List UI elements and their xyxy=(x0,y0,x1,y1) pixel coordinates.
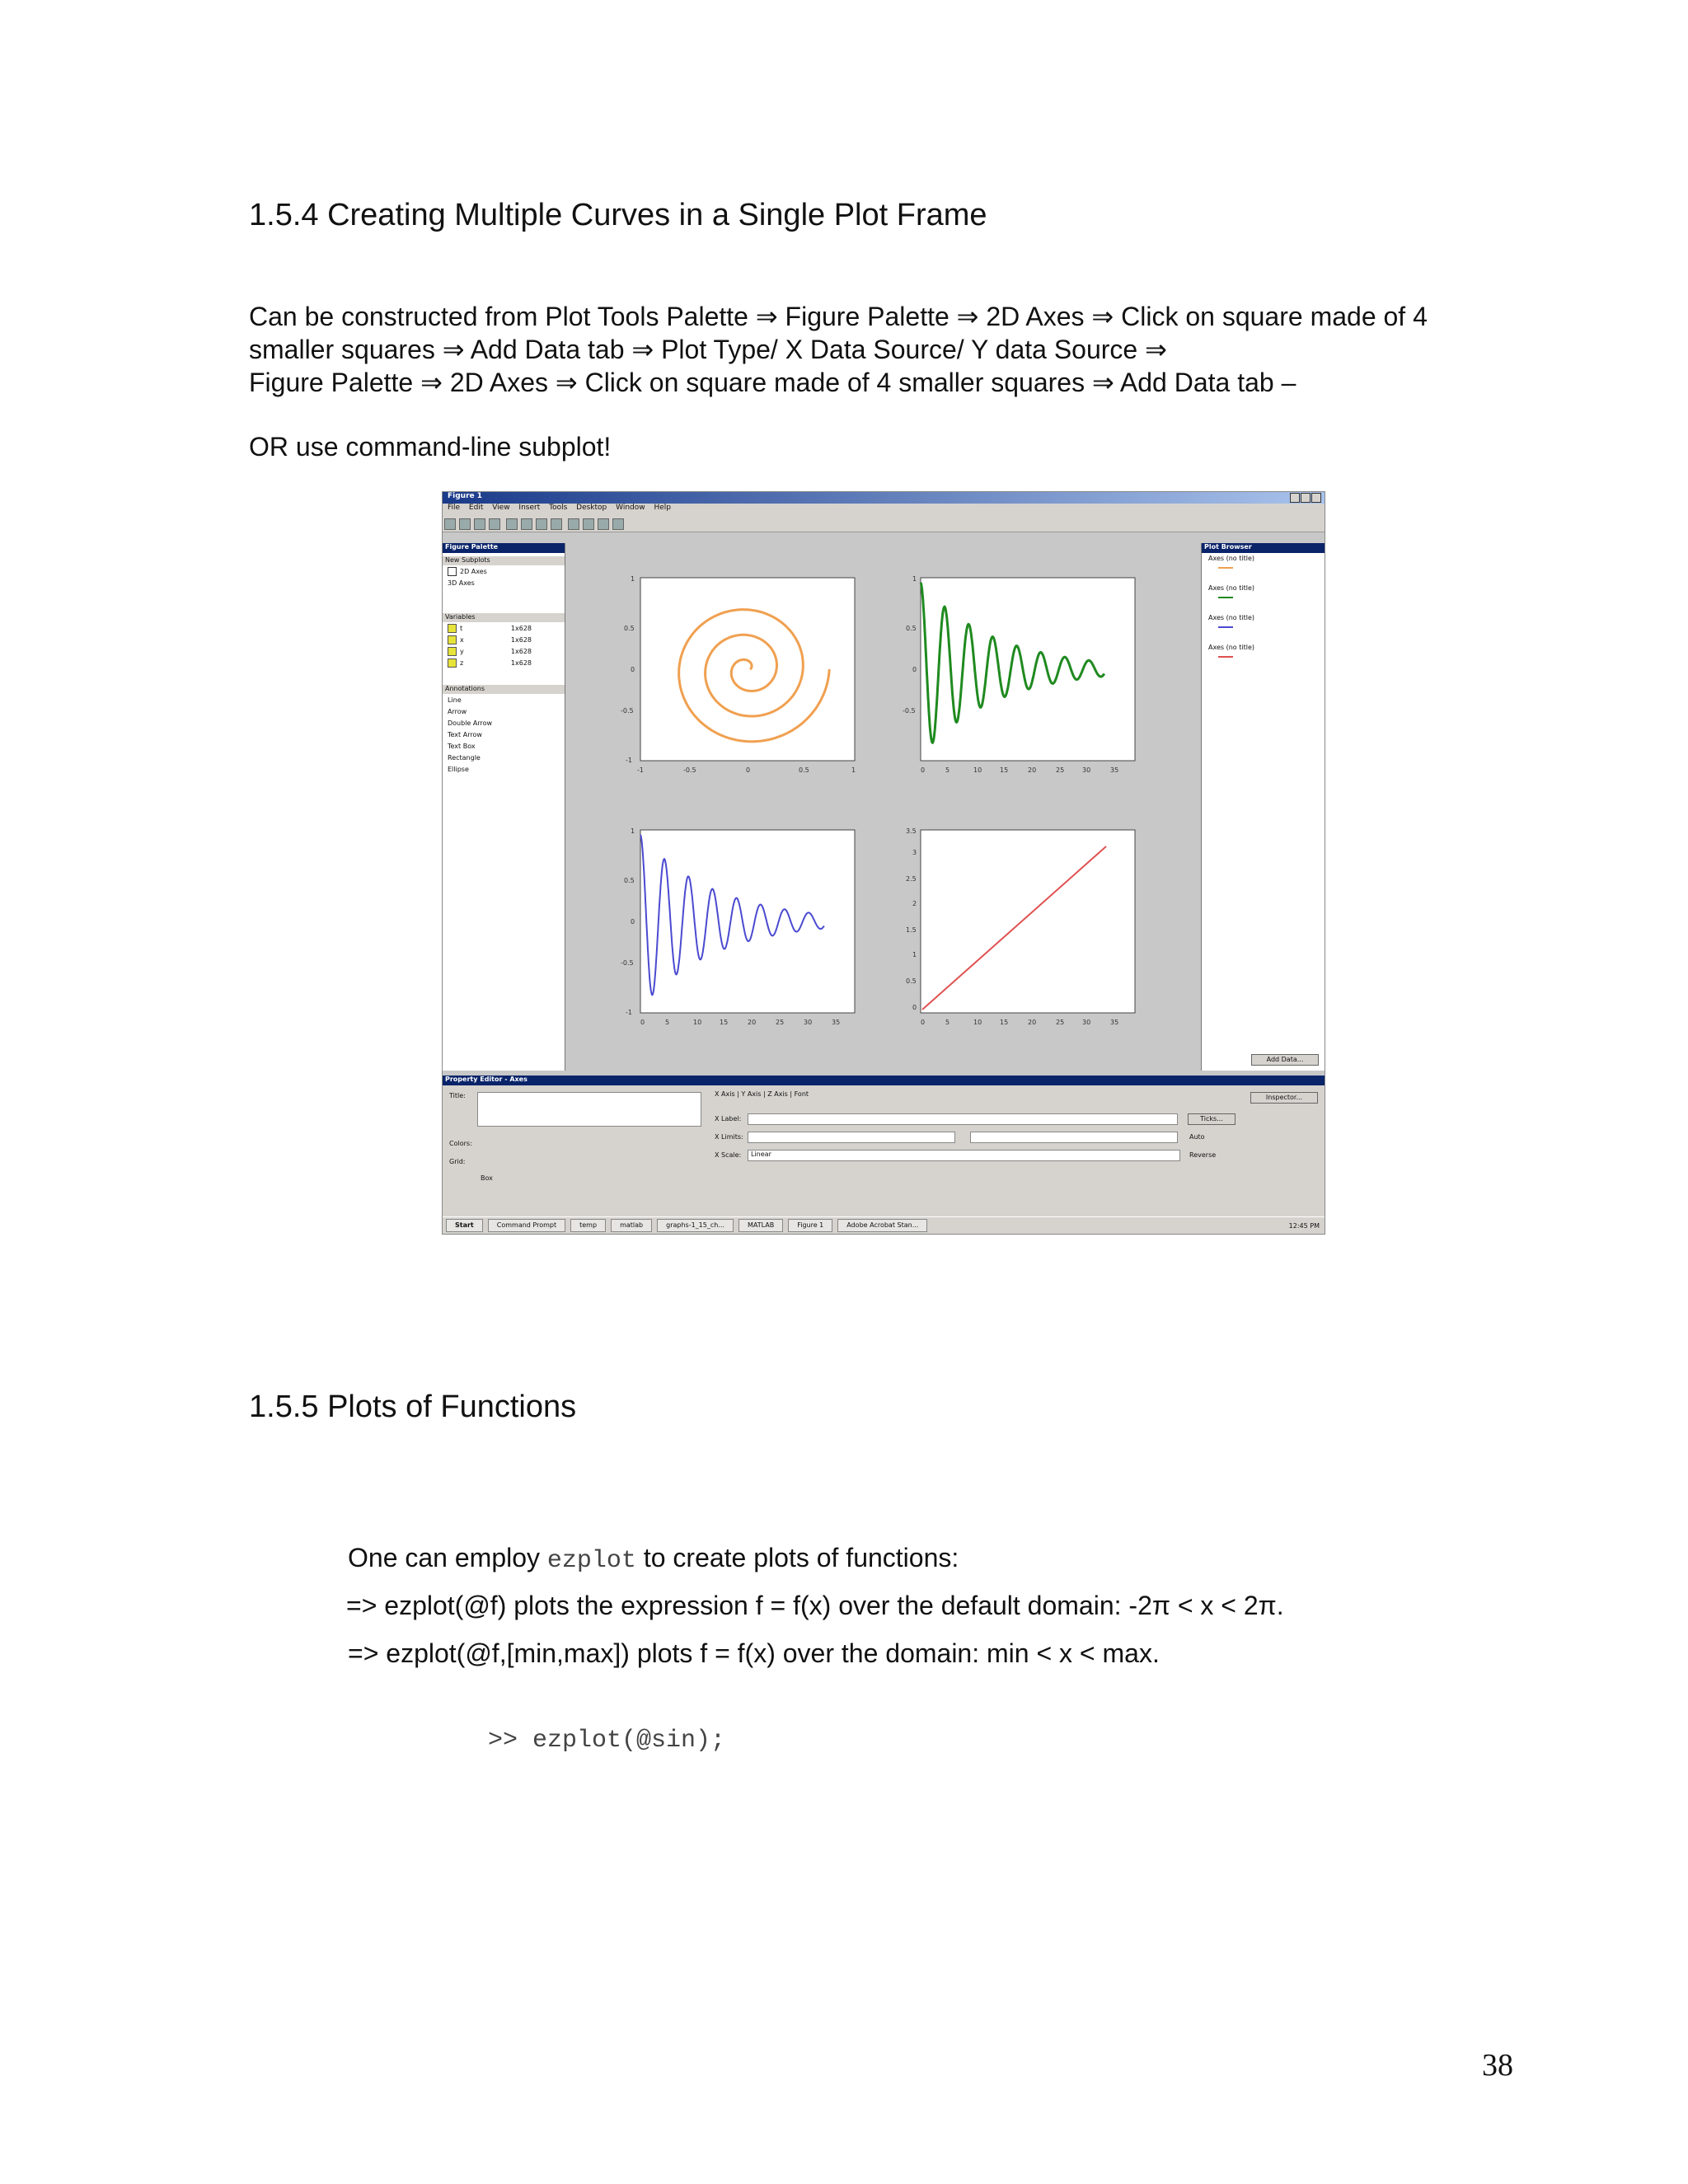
svg-text:25: 25 xyxy=(1056,766,1065,774)
window-title: Figure 1 xyxy=(448,492,483,500)
plot-browser xyxy=(1201,543,1325,1071)
svg-text:0.5: 0.5 xyxy=(624,625,635,632)
matlab-figure-screenshot xyxy=(442,491,1325,1235)
svg-text:3: 3 xyxy=(912,849,917,856)
inspector-button: Inspector... xyxy=(1250,1092,1318,1104)
svg-text:1: 1 xyxy=(851,766,856,774)
variable-name: y xyxy=(460,647,464,655)
ezplot-intro-line: One can employ ezplot to create plots of functions: xyxy=(348,1543,959,1575)
axes-3d-label: 3D Axes xyxy=(448,579,475,587)
svg-text:1.5: 1.5 xyxy=(906,926,917,934)
annotations-section: Annotations xyxy=(443,685,565,694)
svg-text:35: 35 xyxy=(1110,1019,1119,1026)
xlimits-max-field xyxy=(970,1132,1178,1143)
paragraph-line: smaller squares ⇒ Add Data tab ⇒ Plot Type/ X Data Source/ Y data Source ⇒ xyxy=(249,335,1167,364)
svg-text:0: 0 xyxy=(746,766,751,774)
section-heading-plots-of-functions: 1.5.5 Plots of Functions xyxy=(249,1390,577,1424)
svg-text:-0.5: -0.5 xyxy=(683,766,696,774)
paragraph-line: Can be constructed from Plot Tools Palette ⇒ Figure Palette ⇒ 2D Axes ⇒ Click on square made of 4 xyxy=(249,302,1428,331)
svg-text:10: 10 xyxy=(693,1019,702,1026)
svg-text:0.5: 0.5 xyxy=(624,877,635,884)
xscale-select: Linear xyxy=(748,1150,1180,1161)
svg-text:20: 20 xyxy=(748,1019,757,1026)
subplot-axes-spiral xyxy=(640,578,855,761)
figure-palette: Figure Palette New Subplots 2D Axes 3D Axes Variables t 1x628 x 1x628 y 1x628 z 1x628 Annotations Line Arrow Double Arrow Text Arrow Text Box Rectangle Ellipse xyxy=(443,543,565,1071)
annotation-item: Double Arrow xyxy=(448,719,493,727)
annotation-item: Arrow xyxy=(448,707,467,715)
svg-text:35: 35 xyxy=(1110,766,1119,774)
svg-text:25: 25 xyxy=(776,1019,785,1026)
subplot-axes-blue xyxy=(640,830,855,1013)
svg-text:30: 30 xyxy=(804,1019,813,1026)
paragraph-or-subplot: OR use command-line subplot! xyxy=(249,432,612,462)
taskbar-item: Figure 1 xyxy=(788,1219,832,1232)
svg-text:0.5: 0.5 xyxy=(799,766,809,774)
svg-text:-1: -1 xyxy=(637,766,644,774)
add-data-button: Add Data... xyxy=(1251,1054,1319,1066)
svg-text:-0.5: -0.5 xyxy=(621,707,634,715)
svg-text:3.5: 3.5 xyxy=(906,827,917,835)
svg-text:35: 35 xyxy=(832,1019,841,1026)
property-tabs: X Axis | Y Axis | Z Axis | Font xyxy=(715,1090,809,1098)
variable-name: t xyxy=(460,624,463,632)
code-example: >> ezplot(@sin); xyxy=(488,1727,726,1755)
taskbar xyxy=(443,1216,1325,1234)
svg-text:15: 15 xyxy=(720,1019,729,1026)
annotation-item: Rectangle xyxy=(448,753,481,762)
axes-2d-label: 2D Axes xyxy=(460,567,487,575)
svg-text:5: 5 xyxy=(945,1019,950,1026)
svg-text:0.5: 0.5 xyxy=(906,625,917,632)
xlimits-min-field xyxy=(748,1132,955,1143)
plot-browser-item: Axes (no title) xyxy=(1208,613,1254,621)
svg-text:15: 15 xyxy=(1000,1019,1009,1026)
annotation-item: Text Arrow xyxy=(448,730,482,738)
svg-text:5: 5 xyxy=(945,766,950,774)
svg-text:5: 5 xyxy=(665,1019,670,1026)
plot-browser-item: Axes (no title) xyxy=(1208,583,1254,592)
paragraph-line: Figure Palette ⇒ 2D Axes ⇒ Click on square made of 4 smaller squares ⇒ Add Data tab – xyxy=(249,368,1296,397)
taskbar-clock: 12:45 PM xyxy=(1288,1221,1320,1230)
svg-text:25: 25 xyxy=(1056,1019,1065,1026)
svg-text:30: 30 xyxy=(1082,1019,1091,1026)
svg-text:1: 1 xyxy=(912,951,917,958)
svg-text:30: 30 xyxy=(1082,766,1091,774)
property-editor-title: Property Editor - Axes xyxy=(443,1076,1325,1085)
svg-text:2.5: 2.5 xyxy=(906,875,917,883)
svg-text:0: 0 xyxy=(921,766,926,774)
svg-text:2: 2 xyxy=(912,900,917,907)
svg-text:20: 20 xyxy=(1028,1019,1037,1026)
svg-text:0: 0 xyxy=(921,1019,926,1026)
plot-browser-title: Plot Browser xyxy=(1202,543,1325,553)
subplot-axes-red xyxy=(921,830,1135,1013)
plot-browser-item: Axes (no title) xyxy=(1208,554,1254,562)
start-button: Start xyxy=(446,1219,483,1232)
annotation-item: Ellipse xyxy=(448,765,469,773)
svg-text:1: 1 xyxy=(631,575,635,583)
page-number: 38 xyxy=(1482,2048,1513,2083)
window-title-bar xyxy=(443,492,1325,504)
svg-text:10: 10 xyxy=(973,766,982,774)
svg-text:-0.5: -0.5 xyxy=(903,707,916,715)
xlabel-field xyxy=(748,1113,1178,1125)
menu-bar: File Edit View Insert Tools Desktop Window Help xyxy=(443,504,1325,515)
svg-text:20: 20 xyxy=(1028,766,1037,774)
subplot-axes-green xyxy=(921,578,1135,761)
svg-text:0: 0 xyxy=(912,666,917,673)
new-subplots-section: New Subplots xyxy=(443,556,565,565)
taskbar-item: Adobe Acrobat Stan... xyxy=(837,1219,927,1232)
ezplot-custom-domain-line: => ezplot(@f,[min,max]) plots f = f(x) over the domain: min < x < max. xyxy=(348,1638,1160,1668)
svg-text:15: 15 xyxy=(1000,766,1009,774)
subplots-svg xyxy=(566,543,1199,1071)
figure-palette-title: Figure Palette xyxy=(443,543,565,553)
ezplot-default-domain-line: => ezplot(@f) plots the expression f = f(x) over the default domain: -2π < x < 2π. xyxy=(346,1591,1284,1620)
variables-section: Variables xyxy=(443,613,565,622)
svg-text:1: 1 xyxy=(631,827,635,835)
svg-text:0: 0 xyxy=(640,1019,645,1026)
taskbar-item: graphs-1_15_ch... xyxy=(657,1219,734,1232)
section-heading-multiple-curves: 1.5.4 Creating Multiple Curves in a Single Plot Frame xyxy=(249,198,987,232)
property-editor: Property Editor - Axes Title: Colors: Grid: Box X Axis | Y Axis | Z Axis | Font X Label: X Limits: X Scale: Linear Ticks... Auto Reverse Inspector... xyxy=(443,1076,1325,1217)
svg-text:-1: -1 xyxy=(626,757,632,764)
variable-name: z xyxy=(460,658,464,667)
title-field xyxy=(477,1092,701,1127)
figure-canvas xyxy=(566,543,1199,1071)
toolbar xyxy=(443,515,1325,532)
svg-text:-0.5: -0.5 xyxy=(621,959,634,967)
annotation-item: Text Box xyxy=(448,742,476,750)
taskbar-item: temp xyxy=(570,1219,606,1232)
taskbar-item: Command Prompt xyxy=(488,1219,565,1232)
svg-text:0: 0 xyxy=(631,666,635,673)
taskbar-item: MATLAB xyxy=(738,1219,783,1232)
plot-browser-item: Axes (no title) xyxy=(1208,643,1254,651)
svg-text:10: 10 xyxy=(973,1019,982,1026)
svg-text:0.5: 0.5 xyxy=(906,977,917,985)
svg-text:-1: -1 xyxy=(626,1009,632,1016)
svg-text:0: 0 xyxy=(912,1004,917,1011)
taskbar-item: matlab xyxy=(611,1219,652,1232)
ticks-button: Ticks... xyxy=(1188,1113,1236,1125)
svg-text:1: 1 xyxy=(912,575,917,583)
svg-text:0: 0 xyxy=(631,918,635,926)
variable-name: x xyxy=(460,635,464,644)
annotation-item: Line xyxy=(448,696,462,704)
